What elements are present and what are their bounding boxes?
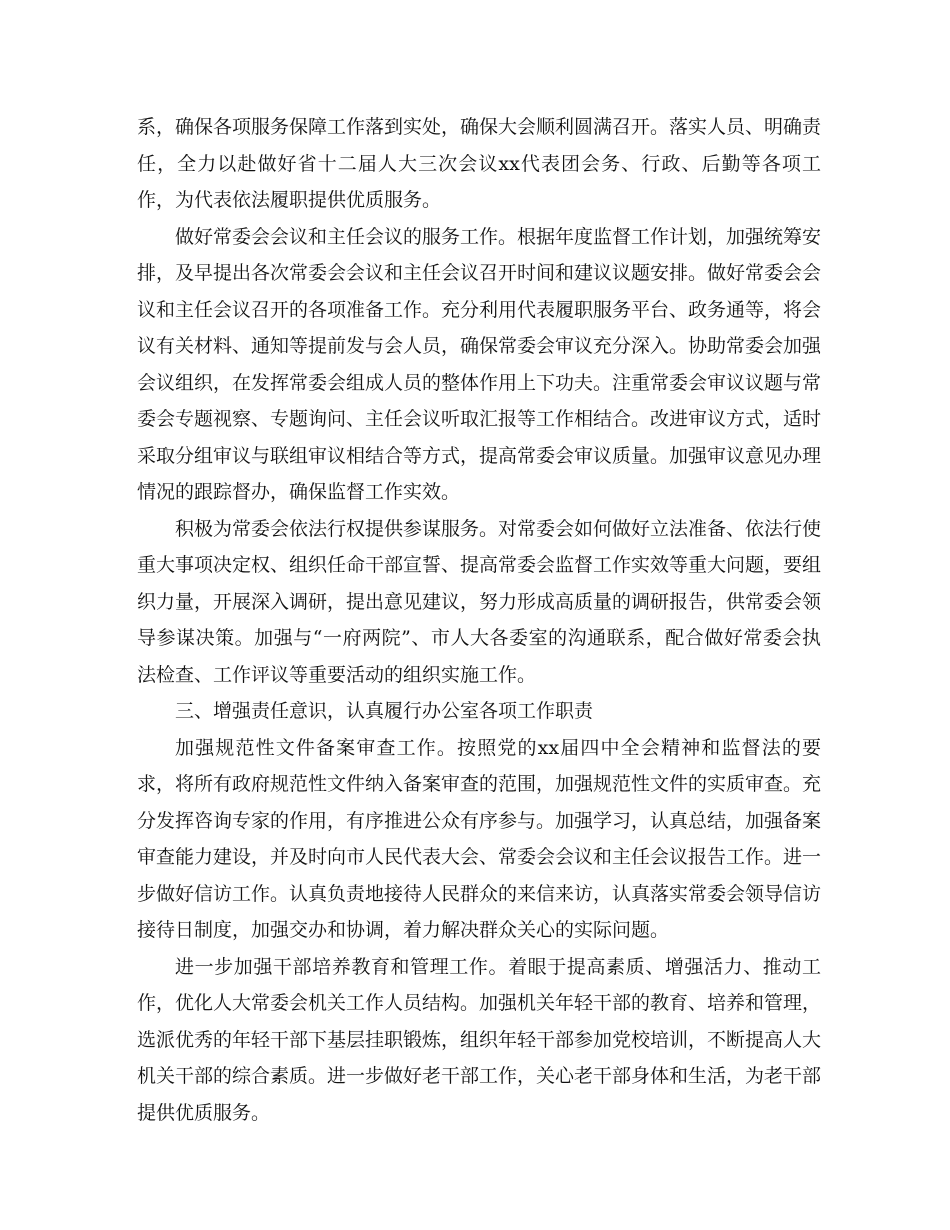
paragraph-meeting-service: 做好常委会会议和主任会议的服务工作。根据年度监督工作计划，加强统筹安排，及早提出各次常委会会议和主任会议召开时间和建议议题安排。做好常委会会议和主任会议召开的各项准备工作。充分利用代表履职服务平台、政务通等，将会议有关材料、通知等提前发与会人员，确保常委会审议充分深入。协助常委会加强会议组织，在发挥常委会组成人员的整体作用上下功夫。注重常委会审议议题与常委会专题视察、专题询问、主任会议听取汇报等工作相结合。改进审议方式，适时采取分组审议与联组审议相结合等方式，提高常委会审议质量。加强审议意见办理情况的跟踪督办，确保监督工作实效。 <box>137 225 822 503</box>
paragraph-document-review: 加强规范性文件备案审查工作。按照党的xx届四中全会精神和监督法的要求，将所有政府规范性文件纳入备案审查的范围，加强规范性文件的实质审查。充分发挥咨询专家的作用，有序推进公众有序参与。加强学习，认真总结，加强备案审查能力建设，并及时向市人民代表大会、常委会会议和主任会议报告工作。进一步做好信访工作。认真负责地接待人民群众的来信来访，认真落实常委会领导信访接待日制度，加强交办和协调，着力解决群众关心的实际问题。 <box>137 736 822 941</box>
document-body <box>137 109 821 1131</box>
paragraph-cadre-training: 进一步加强干部培养教育和管理工作。着眼于提高素质、增强活力、推动工作，优化人大常委会机关工作人员结构。加强机关年轻干部的教育、培养和管理，选派优秀的年轻干部下基层挂职锻炼，组织年轻干部参加党校培训，不断提高人大机关干部的综合素质。进一步做好老干部工作，关心老干部身体和生活，为老干部提供优质服务。 <box>137 955 822 1124</box>
paragraph-continuation: 系，确保各项服务保障工作落到实处，确保大会顺利圆满召开。落实人员、明确责任，全力以赴做好省十二届人大三次会议xx代表团会务、行政、后勤等各项工作，为代表依法履职提供优质服务。 <box>137 116 822 211</box>
section-heading: 三、增强责任意识，认真履行办公室各项工作职责 <box>175 700 594 722</box>
paragraph-advisory-service: 积极为常委会依法行权提供参谋服务。对常委会如何做好立法准备、依法行使重大事项决定权、组织任命干部宣誓、提高常委会监督工作实效等重大问题，要组织力量，开展深入调研，提出意见建议，努力形成高质量的调研报告，供常委会领导参谋决策。加强与“一府两院”、市人大各委室的沟通联系，配合做好常委会执法检查、工作评议等重要活动的组织实施工作。 <box>137 517 822 686</box>
